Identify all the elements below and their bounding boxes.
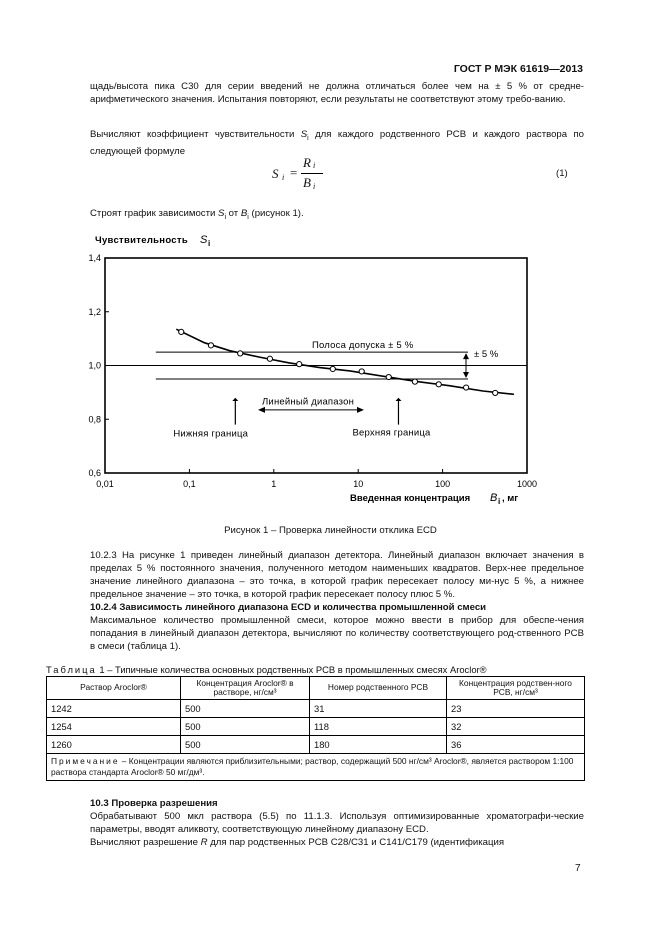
data-point xyxy=(386,374,391,379)
table-header-cell: Раствор Aroclor® xyxy=(47,677,181,700)
table-header-row xyxy=(47,677,585,700)
formula-1: S i = R i B i xyxy=(272,158,332,192)
table-cell: 31 xyxy=(310,700,447,718)
table-cell: 500 xyxy=(181,700,310,718)
upper-bound-arrow-head xyxy=(395,398,401,401)
lower-bound-arrow-head xyxy=(232,398,238,401)
data-point xyxy=(330,366,335,371)
data-point xyxy=(412,379,417,384)
y-tick-label: 0,6 xyxy=(88,468,101,478)
y-tick-label: 1,2 xyxy=(88,306,101,317)
data-point xyxy=(297,362,302,367)
y-axis-sub: i xyxy=(208,239,211,248)
table-header-cell: Номер родственного PCB xyxy=(310,677,447,700)
paragraph-3: Строят график зависимости $S_i$ от $B_i$ (рисунок 1). xyxy=(90,208,304,221)
section-10-3-p2: Вычисляют разрешение R для пар родственных PCB C28/C31 и C141/C179 (идентификация xyxy=(90,837,505,848)
x-tick-label: 1 xyxy=(271,479,277,489)
x-axis-var: B xyxy=(490,492,498,504)
table-1 xyxy=(46,676,585,781)
table-cell: 500 xyxy=(181,718,310,736)
tolerance-arrow-head-down xyxy=(463,372,469,378)
table-cell: 180 xyxy=(310,736,447,754)
table-row xyxy=(47,736,585,754)
y-tick-label: 1,0 xyxy=(88,360,101,371)
x-tick-label: 0,1 xyxy=(183,479,196,489)
formula-number: (1) xyxy=(556,168,568,179)
tolerance-arrow-head-up xyxy=(463,353,469,359)
section-10-2-3: 10.2.3 На рисунке 1 приведен линейный диапазон детектора. Линейный диапазон включает значения в пределах 5 % постоянного значения, полученного методом наименьших квадратов. Верх-нее предельное значение линейного диапазона – это точка, в которой график пересекает полосу ми-нус 5 %, а нижнее предельное значение – это точка, в которой график пересекает полосу плюс 5 %. xyxy=(90,550,584,600)
standard-header: ГОСТ Р МЭК 61619—2013 xyxy=(453,63,583,75)
table-cell: 1254 xyxy=(47,718,181,736)
figure-caption: Рисунок 1 – Проверка линейности отклика ECD xyxy=(224,525,437,536)
table-note-row xyxy=(47,754,585,781)
table-cell: 1260 xyxy=(47,736,181,754)
plus-minus-label: ± 5 % xyxy=(474,348,499,360)
data-point xyxy=(436,382,441,387)
x-axis-sub: i xyxy=(498,497,501,506)
section-10-3-p1: Обрабатывают 500 мкл раствора (5.5) по 11.1.3. Используя оптимизированные хроматографи-ческие параметры, вводят аликвоту, соответствующую линейному диапазону ECD. xyxy=(90,811,584,835)
data-point xyxy=(179,329,184,334)
x-tick-label: 0,01 xyxy=(96,479,114,489)
table-row xyxy=(47,718,585,736)
table-header-cell: Концентрация Aroclor® в растворе, нг/см³ xyxy=(181,677,310,700)
section-10-3-heading: 10.3 Проверка разрешения xyxy=(90,798,218,809)
data-point xyxy=(208,343,213,348)
data-point xyxy=(493,390,498,395)
table-cell: 32 xyxy=(447,718,585,736)
x-axis-label: Введенная концентрация xyxy=(350,493,471,504)
table-1-caption: Таблица 1 – Типичные количества основных родственных PCB в промышленных смесях Aroclor® xyxy=(46,664,487,675)
tolerance-band-label: Полоса допуска ± 5 % xyxy=(312,340,414,352)
table-note: Примечание – Концентрации являются приблизительными; раствор, содержащий 500 нг/см³ Aroclor®, является раствором 1:100 раствора стандарта Aroclor® 50 мг/дм³. xyxy=(47,754,585,781)
linear-range-label: Линейный диапазон xyxy=(262,396,355,408)
section-10-2-4-text: Максимальное количество промышленной смеси, которое можно ввести в прибор для обеспе-чения попадания в линейный диапазон детектора, вычисляют по количеству соответствующего род-ственного PCB в смеси (таблица 1). xyxy=(90,615,584,652)
table-header-cell: Концентрация родствен-ного PCB, нг/см³ xyxy=(447,677,585,700)
data-point xyxy=(359,369,364,374)
paragraph-1: щадь/высота пика С30 для серии введений не должна отличаться более чем на ± 5 % от средне-арифметического значения. Испытания повторяют, если результаты не соответствуют этому требо-ванию. xyxy=(90,81,584,105)
table-cell: 23 xyxy=(447,700,585,718)
y-tick-label: 1,4 xyxy=(88,253,101,263)
table-cell: 1242 xyxy=(47,700,181,718)
linear-range-arrow-left xyxy=(258,407,265,413)
fit-curve xyxy=(176,329,514,394)
y-axis-var: S xyxy=(200,234,208,246)
linear-range-arrow-right xyxy=(357,407,364,413)
x-tick-label: 10 xyxy=(353,479,364,489)
data-point xyxy=(267,356,272,361)
table-cell: 118 xyxy=(310,718,447,736)
upper-bound-label: Верхняя граница xyxy=(352,427,431,439)
y-tick-label: 0,8 xyxy=(88,414,101,425)
paragraph-2: Вычисляют коэффициент чувствительности $S_i$ для каждого родственного PCB и каждого раствора по следующей формуле xyxy=(90,129,584,157)
table-cell: 36 xyxy=(447,736,585,754)
data-point xyxy=(238,351,243,356)
figure-1-chart xyxy=(0,225,661,515)
table-cell: 500 xyxy=(181,736,310,754)
section-10-2-4-heading: 10.2.4 Зависимость линейного диапазона ECD и количества промышленной смеси xyxy=(90,602,487,613)
data-point xyxy=(464,385,469,390)
x-tick-label: 1000 xyxy=(516,479,538,489)
x-tick-label: 100 xyxy=(435,479,451,489)
page-number: 7 xyxy=(575,863,581,874)
y-axis-label: Чувствительность xyxy=(95,235,188,246)
table-row xyxy=(47,700,585,718)
x-axis-unit: , мг xyxy=(502,493,519,504)
lower-bound-label: Нижняя граница xyxy=(173,428,249,440)
